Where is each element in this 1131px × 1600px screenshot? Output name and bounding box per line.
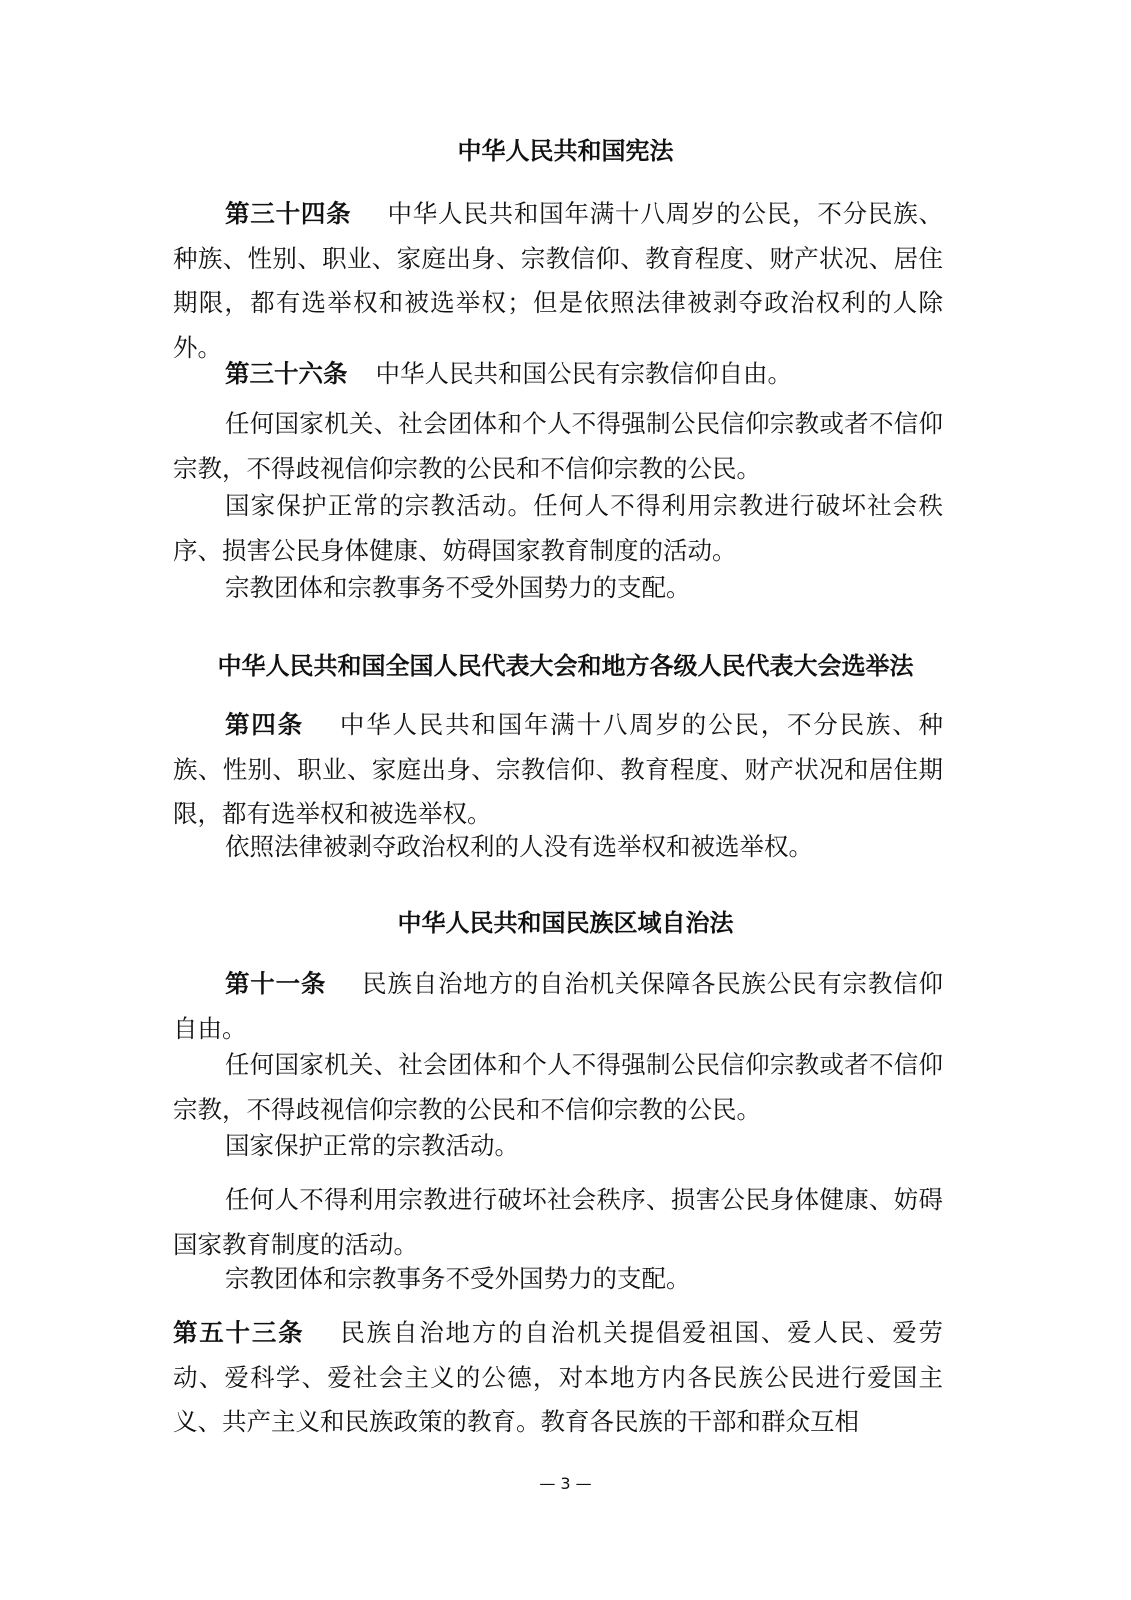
article-text: 民族自治地方的自治机关提倡爱祖国、爱人民、爱劳动、爱科学、爱社会主义的公德，对本地方内各民族公民进行爱国主义、共产主义和民族政策的教育。教育各民族的干部和群众互相 <box>173 1318 943 1436</box>
body-paragraph: 任何人不得利用宗教进行破坏社会秩序、损害公民身体健康、妨碍国家教育制度的活动。 <box>173 1185 943 1259</box>
article-paragraph <box>173 192 943 370</box>
body-paragraph: 依照法律被剥夺政治权利的人没有选举权和被选举权。 <box>225 832 813 861</box>
body-paragraph: 任何国家机关、社会团体和个人不得强制公民信仰宗教或者不信仰宗教，不得歧视信仰宗教的公民和不信仰宗教的公民。 <box>173 1050 943 1124</box>
article-text: 中华人民共和国年满十八周岁的公民，不分民族、种族、性别、职业、家庭出身、宗教信仰、教育程度、财产状况、居住期限，都有选举权和被选举权；但是依照法律被剥夺政治权利的人除外。 <box>173 199 944 362</box>
article-number: 第三十六条 <box>225 359 348 388</box>
article-paragraph <box>173 1311 943 1445</box>
section-title-regional-autonomy-law: 中华人民共和国民族区域自治法 <box>397 909 734 937</box>
article-text: 民族自治地方的自治机关保障各民族公民有宗教信仰自由。 <box>173 969 943 1043</box>
body-paragraph: 宗教团体和宗教事务不受外国势力的支配。 <box>225 1264 691 1293</box>
article-paragraph <box>173 703 943 837</box>
article-paragraph <box>173 962 943 1051</box>
article-number: 第五十三条 <box>173 1318 305 1347</box>
article-number: 第四条 <box>225 710 304 739</box>
section-title-constitution: 中华人民共和国宪法 <box>457 137 674 165</box>
body-paragraph: 任何国家机关、社会团体和个人不得强制公民信仰宗教或者不信仰宗教，不得歧视信仰宗教的公民和不信仰宗教的公民。 <box>173 409 943 483</box>
article-number: 第十一条 <box>225 969 327 998</box>
article-text: 中华人民共和国公民有宗教信仰自由。 <box>375 359 792 388</box>
article-text: 中华人民共和国年满十八周岁的公民，不分民族、种族、性别、职业、家庭出身、宗教信仰、教育程度、财产状况和居住期限，都有选举权和被选举权。 <box>173 710 944 828</box>
body-paragraph: 国家保护正常的宗教活动。任何人不得利用宗教进行破坏社会秩序、损害公民身体健康、妨碍国家教育制度的活动。 <box>173 491 943 565</box>
body-paragraph: 国家保护正常的宗教活动。 <box>225 1131 519 1160</box>
article-number: 第三十四条 <box>225 199 352 228</box>
article-paragraph <box>173 352 943 397</box>
page-number: — 3 — <box>539 1474 592 1493</box>
section-title-election-law: 中华人民共和国全国人民代表大会和地方各级人民代表大会选举法 <box>217 652 914 680</box>
body-paragraph: 宗教团体和宗教事务不受外国势力的支配。 <box>225 573 691 602</box>
